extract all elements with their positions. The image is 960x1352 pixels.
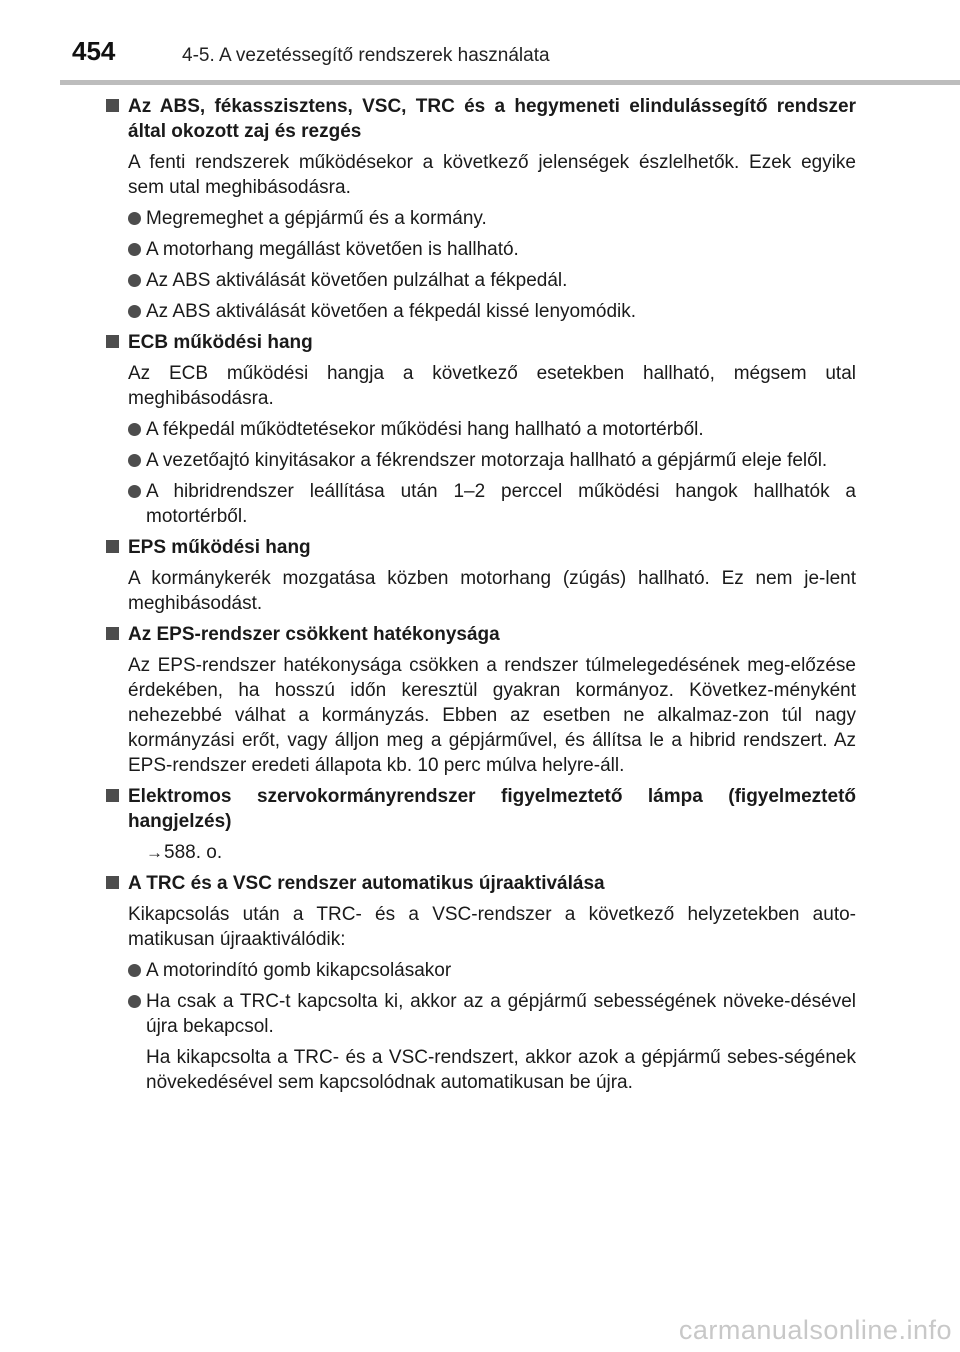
chapter-title: 4-5. A vezetéssegítő rendszerek használata [182, 45, 550, 66]
list-item [106, 206, 856, 231]
round-bullet-icon [128, 243, 141, 256]
heading-text: Elektromos szervokormányrendszer figyelmeztető lámpa (figyelmeztető hangjelzés) [128, 786, 856, 832]
page-content [106, 94, 856, 1101]
round-bullet-icon [128, 212, 141, 225]
list-item-text: A motorhang megállást követően is hallható. [146, 239, 519, 260]
heading-text: EPS működési hang [128, 537, 311, 558]
round-bullet-icon [128, 454, 141, 467]
section-paragraph: A fenti rendszerek működésekor a következő jelenségek észlelhetők. Ezek egyike sem utal meghibásodásra. [128, 152, 856, 198]
list-item-text: Az ABS aktiválását követően a fékpedál kissé lenyomódik. [146, 301, 637, 322]
list-item [106, 989, 856, 1039]
list-item-text: A hibridrendszer leállítása után 1–2 perccel működési hangok hallhatók a motortérből. [146, 481, 856, 527]
page-reference[interactable] [106, 840, 856, 865]
round-bullet-icon [128, 964, 141, 977]
list-item-text: A fékpedál működtetésekor működési hang hallható a motortérből. [146, 419, 704, 440]
round-bullet-icon [128, 485, 141, 498]
heading-text: A TRC és a VSC rendszer automatikus újraaktiválása [128, 873, 605, 894]
square-bullet-icon [106, 627, 119, 640]
square-bullet-icon [106, 335, 119, 348]
section-paragraph: Kikapcsolás után a TRC- és a VSC-rendszer a következő helyzetekben auto-matikusan újraaktiválódik: [128, 904, 856, 950]
list-item-text: A motorindító gomb kikapcsolásakor [146, 960, 452, 981]
section-heading [106, 330, 856, 355]
list-item-text: Megremeghet a gépjármű és a kormány. [146, 208, 487, 229]
section-heading [106, 622, 856, 647]
section-eps-reduced [106, 622, 856, 778]
section-abs [106, 94, 856, 324]
list-item [106, 448, 856, 473]
section-paragraph: Az EPS-rendszer hatékonysága csökken a rendszer túlmelegedésének meg-előzése érdekében, ha hosszú időn keresztül gyakran kormányoz. Következ-ményként nehezebbé válhat a kormányzás. Ebben az esetben ne alkalmaz-zon túl nagy kormányzási erőt, vagy álljon meg a gépjárművel, és állítsa le a hibrid rendszert. Az EPS-rendszer eredeti állapota kb. 10 perc múlva helyre-áll. [128, 655, 856, 776]
section-ecb [106, 330, 856, 529]
section-paragraph: Az ECB működési hangja a következő esetekben hallható, mégsem utal meghibásodásra. [128, 363, 856, 409]
list-item [106, 417, 856, 442]
round-bullet-icon [128, 274, 141, 287]
section-heading [106, 535, 856, 560]
list-item-note: Ha kikapcsolta a TRC- és a VSC-rendszert, akkor azok a gépjármű sebes-ségének növekedésével sem kapcsolódnak automatikusan be újra. [146, 1047, 856, 1093]
list-item [106, 268, 856, 293]
heading-text: ECB működési hang [128, 332, 313, 353]
section-heading [106, 784, 856, 834]
square-bullet-icon [106, 540, 119, 553]
section-heading [106, 871, 856, 896]
heading-text: Az ABS, fékasszisztens, VSC, TRC és a hegymeneti elindulássegítő rendszer által okozott zaj és rezgés [128, 96, 856, 142]
list-item-text: Az ABS aktiválását követően pulzálhat a fékpedál. [146, 270, 568, 291]
square-bullet-icon [106, 876, 119, 889]
section-trc-vsc [106, 871, 856, 1095]
list-item [106, 299, 856, 324]
list-item [106, 237, 856, 262]
square-bullet-icon [106, 99, 119, 112]
square-bullet-icon [106, 789, 119, 802]
round-bullet-icon [128, 305, 141, 318]
header-rule [60, 80, 960, 85]
list-item [106, 958, 856, 983]
list-item [106, 479, 856, 529]
section-heading [106, 94, 856, 144]
section-eps [106, 535, 856, 616]
list-item-text: A vezetőajtó kinyitásakor a fékrendszer motorzaja hallható a gépjármű eleje felől. [146, 450, 828, 471]
watermark: carmanualsonline.info [678, 1315, 952, 1345]
page-header [0, 0, 960, 80]
heading-text: Az EPS-rendszer csökkent hatékonysága [128, 624, 500, 645]
section-paragraph: A kormánykerék mozgatása közben motorhang (zúgás) hallható. Ez nem je-lent meghibásodást. [128, 568, 856, 614]
page-number: 454 [72, 36, 116, 66]
list-item-text: Ha csak a TRC-t kapcsolta ki, akkor az a gépjármű sebességének növeke-désével újra bekapcsol. [146, 991, 856, 1037]
section-warning-lamp [106, 784, 856, 865]
arrow-right-icon: → [146, 843, 163, 862]
round-bullet-icon [128, 423, 141, 436]
page-reference-text[interactable]: 588. o. [164, 842, 223, 863]
round-bullet-icon [128, 995, 141, 1008]
